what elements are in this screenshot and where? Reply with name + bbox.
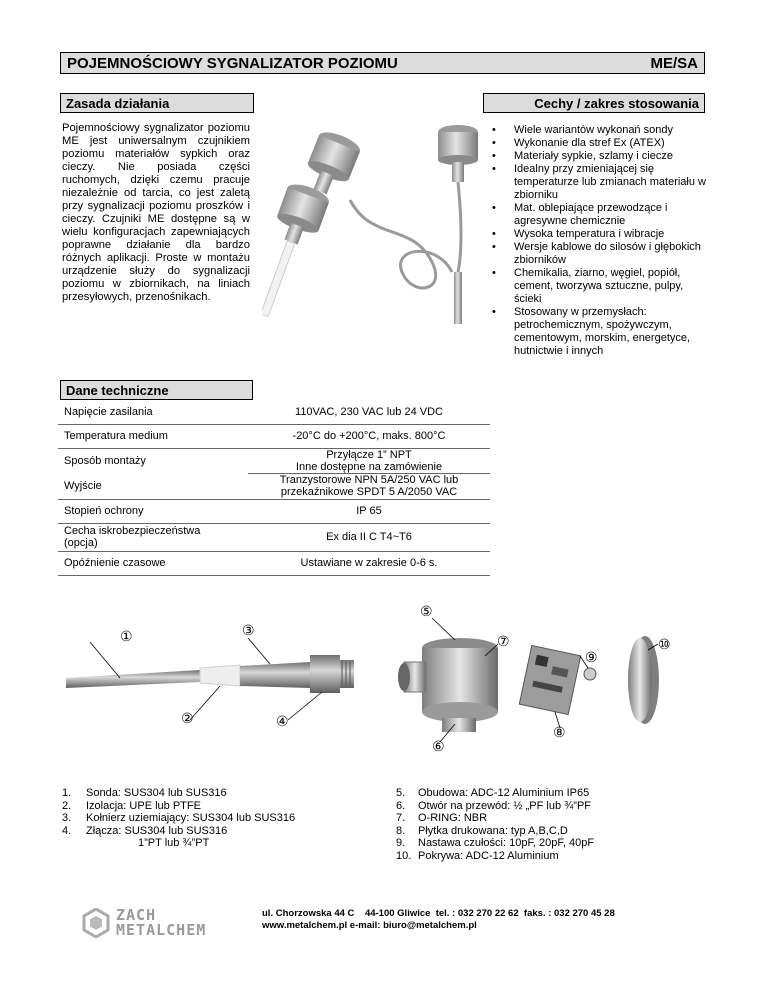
tech-heading: Dane techniczne	[60, 380, 253, 400]
callout-2: ②	[181, 710, 194, 726]
list-item: 8. Płytka drukowana: typ A,B,C,D	[396, 824, 568, 837]
tech-value: -20°C do +200°C, maks. 800°C	[248, 424, 490, 448]
tech-label: Temperatura medium	[58, 424, 248, 448]
feature-item: • Mat. oblepiające przewodzące i agresywne chemicznie	[492, 202, 706, 228]
table-row	[58, 424, 490, 448]
tech-label: Opóźnienie czasowe	[58, 551, 248, 575]
footer	[262, 908, 615, 932]
product-photo	[262, 122, 484, 328]
callout-3: ③	[242, 622, 255, 638]
feature-item: • Stosowany w przemysłach: petrochemicznym, spożywczym, cementowym, morskim, energetyce, hutnictwie i innych	[492, 306, 706, 358]
principle-heading: Zasada działania	[60, 93, 254, 113]
tech-label: Stopień ochrony	[58, 499, 248, 523]
list-item: 9. Nastawa czułości: 10pF, 20pF, 40pF	[396, 837, 595, 849]
feature-item: • Chemikalia, ziarno, węgiel, popiół, cement, tworzywa sztuczne, pulpy, ścieki	[492, 267, 706, 306]
logo-line2: METALCHEM	[116, 921, 207, 939]
callout-5: ⑤	[420, 603, 433, 619]
title-bar	[60, 52, 705, 74]
table-row	[58, 551, 490, 575]
list-item: 4. Złącza: SUS304 lub SUS316	[62, 824, 228, 837]
list-item: 10. Pokrywa: ADC-12 Aluminium	[396, 849, 559, 862]
tech-label: Napięcie zasilania	[58, 400, 248, 424]
table-row	[58, 400, 490, 424]
tech-value: Tranzystorowe NPN 5A/250 VAC lub przekaźnikowe SPDT 5 A/2050 VAC	[248, 473, 490, 499]
parts-list-left	[62, 787, 295, 850]
tech-label: Wyjście	[58, 473, 248, 499]
feature-item: • Idealny przy zmieniającej się temperaturze lub zmianach materiału w zbiorniku	[492, 163, 706, 202]
footer-address: ul. Chorzowska 44 C 44-100 Gliwice tel. : 032 270 22 62 faks. : 032 270 45 28	[262, 908, 615, 919]
tech-value: Ex dia II C T4~T6	[248, 523, 490, 551]
table-row	[58, 523, 490, 551]
callout-10: ⑩	[658, 636, 671, 652]
list-item: 1. Sonda: SUS304 lub SUS316	[62, 787, 227, 799]
table-row	[58, 499, 490, 523]
tech-value: IP 65	[248, 499, 490, 523]
list-item: 5. Obudowa: ADC-12 Aluminium IP65	[396, 787, 590, 799]
list-item: 1”PT lub ¾”PT	[138, 837, 210, 849]
tech-label: Sposób montaży	[64, 454, 146, 467]
features-heading: Cechy / zakres stosowania	[483, 93, 705, 113]
feature-item: • Wersje kablowe do silosów i głębokich zbiorników	[492, 241, 706, 267]
tech-value: 110VAC, 230 VAC lub 24 VDC	[248, 400, 490, 424]
exploded-diagram	[60, 600, 720, 770]
tech-label: Cecha iskrobezpieczeństwa (opcja)	[58, 523, 248, 551]
callout-7: ⑦	[497, 633, 510, 649]
hexagon-logo-icon	[82, 908, 110, 938]
document-title: POJEMNOŚCIOWY SYGNALIZATOR POZIOMU	[67, 54, 398, 72]
callout-1: ①	[120, 628, 133, 644]
principle-text: Pojemnościowy sygnalizator poziomu ME jest uniwersalnym czujnikiem poziomu materiałów sypkich oraz cieczy. Nie posiada części ruchomych, dzięki czemu pracuje niezależnie od tarcia, co jest zaletą przy sygnalizacji poziomu proszków i cieczy. Czujniki ME dostępne są w wielu konfiguracjach zapewniających poprawne działanie dla bardzo różnych aplikacji. Proste w montażu urządzenie służy do sygnalizacji poziomu w zbiornikach, na liniach przesyłowych, przenośnikach.	[62, 122, 250, 303]
feature-item: • Materiały sypkie, szlamy i ciecze	[492, 150, 706, 163]
list-item: 3. Kołnierz uziemiający: SUS304 lub SUS316	[62, 812, 296, 824]
tech-value: Przyłącze 1” NPT Inne dostępne na zamówienie	[248, 448, 490, 473]
table-row	[58, 448, 490, 473]
callout-9: ⑨	[585, 649, 598, 665]
features-list	[492, 124, 706, 358]
feature-item: • Wysoka temperatura i wibracje	[492, 228, 706, 241]
feature-item: • Wiele wariantów wykonań sondy	[492, 124, 706, 137]
list-item: 2. Izolacja: UPE lub PTFE	[62, 799, 201, 812]
footer-contact: www.metalchem.pl e-mail: biuro@metalchem.pl	[262, 920, 477, 931]
callout-8: ⑧	[553, 724, 566, 740]
callout-6: ⑥	[432, 738, 445, 754]
parts-list-right	[396, 787, 594, 862]
callout-4: ④	[276, 713, 289, 729]
tech-table	[58, 400, 490, 576]
feature-item: • Wykonanie dla stref Ex (ATEX)	[492, 137, 706, 150]
logo-line1: ZACH	[116, 906, 157, 924]
list-item: 6. Otwór na przewód: ½ „PF lub ¾”PF	[396, 799, 592, 812]
list-item: 7. O-RING: NBR	[396, 812, 488, 824]
tech-value: Ustawiane w zakresie 0-6 s.	[248, 551, 490, 575]
table-row	[58, 473, 490, 499]
company-logo	[82, 908, 206, 938]
product-code: ME/SA	[650, 54, 698, 72]
